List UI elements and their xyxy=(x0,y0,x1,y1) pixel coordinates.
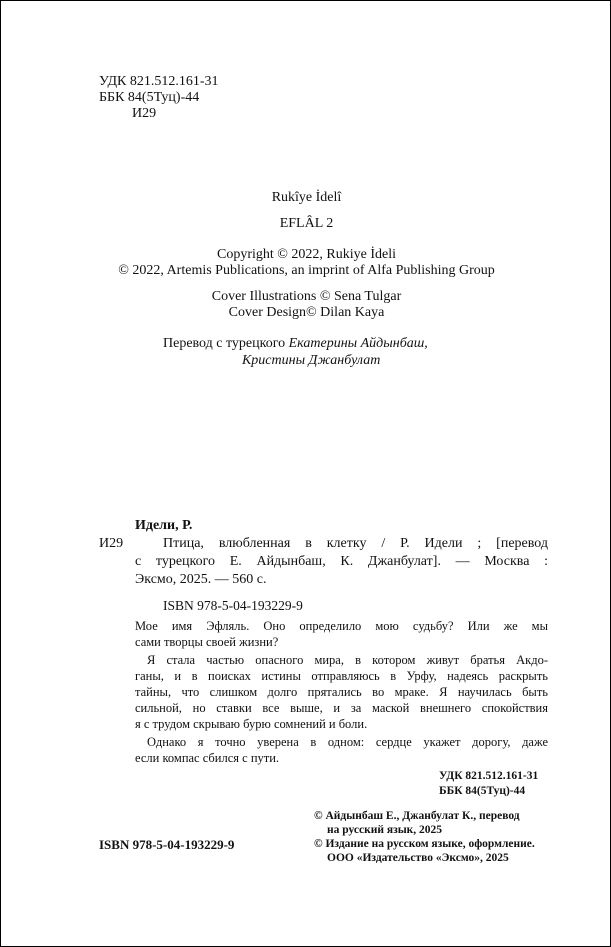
original-title: EFLÂL 2 xyxy=(279,216,334,231)
imprint-copyright-2-line-1: © Издание на русском языке, оформление. xyxy=(314,838,535,850)
catalog-line-3: Эксмо, 2025. — 560 с. xyxy=(135,572,267,587)
annotation-p2-line-4: сильной, но ставки все выше, и за маской внешнего спокойствия xyxy=(135,701,548,715)
annotation-p3-line-1: Однако я точно уверена в одном: сердце укажет дорогу, даже xyxy=(147,735,548,749)
bottom-bbk: ББК 84(5Туц)-44 xyxy=(439,785,526,797)
annotation-p1-line-1: Мое имя Эфляль. Оно определило мою судьбу? Или же мы xyxy=(135,619,548,633)
cover-design: Cover Design© Dilan Kaya xyxy=(228,305,385,320)
top-udk: УДК 821.512.161-31 xyxy=(99,74,219,89)
catalog-mark: И29 xyxy=(99,536,124,551)
bottom-udk: УДК 821.512.161-31 xyxy=(439,770,539,782)
imprint-copyright-1-line-1: © Айдынбаш Е., Джанбулат К., перевод xyxy=(314,810,520,822)
annotation-p2-line-2: ганы, и в поисках истины отправляюсь в Урфу, надеясь раскрыть xyxy=(135,669,548,683)
imprint-copyright-1-line-2: на русский язык, 2025 xyxy=(327,824,443,836)
annotation-p2-line-1: Я стала частью опасного мира, в котором живут братья Акдо- xyxy=(147,653,548,667)
annotation-p2-line-5: я с трудом скрываю бурю сомнений и боли. xyxy=(135,717,368,731)
catalog-line-2: с турецкого Е. Айдынбаш, К. Джанбулат]. — Москва : xyxy=(135,554,548,569)
top-bbk: ББК 84(5Туц)-44 xyxy=(99,90,200,105)
original-author: Rukîye İdelî xyxy=(271,190,342,205)
translation-prefix: Перевод с турецкого xyxy=(163,336,289,351)
imprint-copyright-2-line-2: ООО «Издательство «Эксмо», 2025 xyxy=(327,852,509,864)
imprint-isbn: ISBN 978-5-04-193229-9 xyxy=(99,837,235,852)
translator-2: Кристины Джанбулат xyxy=(242,353,381,368)
copyright-line-1: Copyright © 2022, Rukiye İdeli xyxy=(216,247,396,262)
copyright-line-2: © 2022, Artemis Publications, an imprint of Alfa Publishing Group xyxy=(118,263,495,278)
catalog-author-heading: Идели, Р. xyxy=(135,518,193,533)
cover-illustrations: Cover Illustrations © Sena Tulgar xyxy=(211,289,402,304)
translation-line-2 xyxy=(242,353,380,369)
catalog-isbn: ISBN 978-5-04-193229-9 xyxy=(163,598,303,613)
catalog-line-1: Птица, влюбленная в клетку / Р. Идели ; [перевод xyxy=(163,536,548,551)
annotation-p1-line-2: сами творцы своей жизни? xyxy=(135,635,279,649)
annotation-p2-line-3: тайны, что слишком долго прятались во мраке. Я научилась быть xyxy=(135,685,548,699)
annotation-p3-line-2: если компас сбился с пути. xyxy=(135,751,280,765)
translation-line-1 xyxy=(163,336,428,352)
top-author-mark: И29 xyxy=(132,106,157,121)
translator-1: Екатерины Айдынбаш, xyxy=(288,336,428,351)
